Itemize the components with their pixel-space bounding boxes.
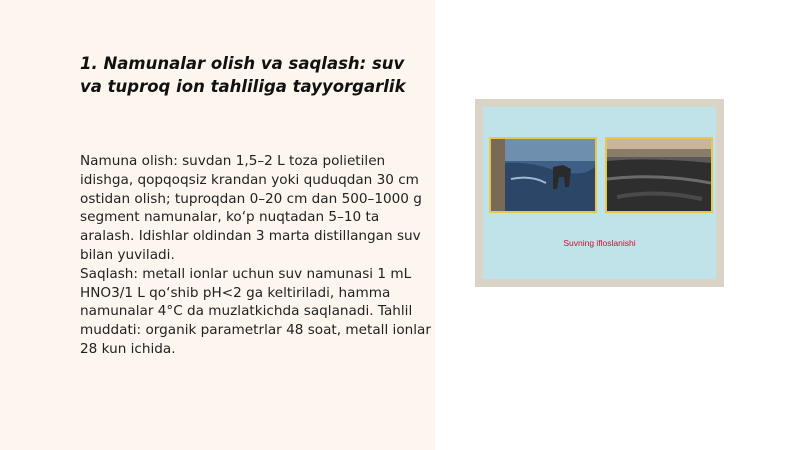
- polluted-water-photo: [489, 137, 597, 213]
- paragraph-storage: Saqlash: metall ionlar uchun suv namunasi 1 mL HNO3/1 L qo‘shib pH<2 ga keltiriladi, hamma namunalar 4°C da muzlatkichda saqlanadi. Tahlil muddati: organik parametrlar 48 soat, metall ionlar 28 kun ichida.: [80, 265, 431, 357]
- pollution-figure: [475, 99, 724, 287]
- figure-panel: [483, 107, 716, 279]
- figure-caption: Suvning ifloslanishi: [563, 238, 636, 248]
- slide-body: [80, 152, 435, 359]
- paragraph-sampling: Namuna olish: suvdan 1,5–2 L toza polietilen idishga, qopqoqsiz krandan yoki quduqdan 30 cm ostidan olish; tuproqdan 0–20 cm dan 500–1000 g segment namunalar, ko‘p nuqtadan 5–10 ta aralash. Idishlar oldindan 3 marta distillangan suv bilan yuviladi.: [80, 153, 422, 263]
- polluted-shore-photo: [605, 137, 713, 213]
- slide-title: 1. Namunalar olish va saqlash: suv va tuproq ion tahliliga tayyorgarlik: [80, 54, 406, 96]
